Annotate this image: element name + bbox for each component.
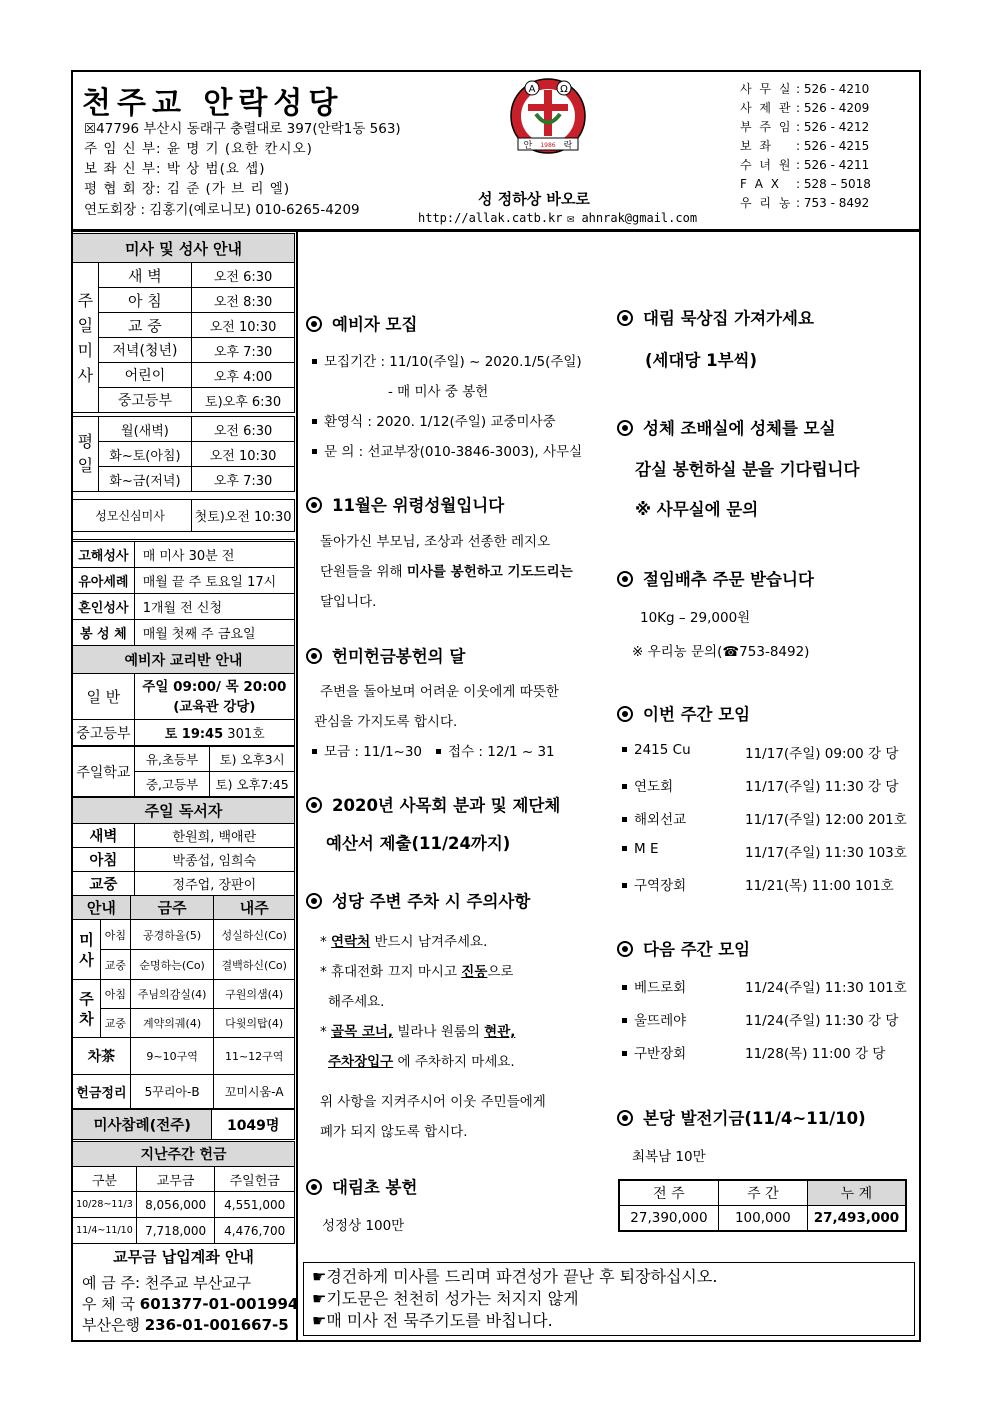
meeting-item: 구역장회 bbox=[622, 874, 686, 894]
heart-mass-time: 첫토)오전 10:30 bbox=[192, 500, 295, 532]
logo-omega: Ω bbox=[560, 84, 568, 95]
duty-mass-label: 미 사 bbox=[73, 920, 101, 980]
sacrament-name: 고해성사 bbox=[73, 542, 135, 568]
rice-line2: 관심을 가지도록 합시다. bbox=[314, 714, 458, 730]
collection-period: 10/28~11/3 bbox=[73, 1192, 137, 1218]
phone-row: 우 리 농 : 753 - 8492 bbox=[740, 196, 870, 210]
logo-year: 1986 bbox=[540, 142, 556, 149]
catechumen-class-title: 예비자 교리반 안내 bbox=[73, 646, 295, 674]
parking-line2: * 휴대전화 끄지 마시고 진동으로 bbox=[320, 964, 514, 980]
candle-donor: 성정상 100만 bbox=[322, 1218, 405, 1234]
fund-this-week: 100,000 bbox=[718, 1205, 807, 1231]
duty-next-week: 다윗의탑(4) bbox=[214, 1009, 295, 1038]
meeting-time: 11/17(주일) 11:30 강 당 bbox=[745, 779, 899, 795]
reader-mass: 새벽 bbox=[73, 824, 135, 848]
school-time: 토) 오후3시 bbox=[210, 747, 295, 772]
sacrament-name: 혼인성사 bbox=[73, 594, 135, 620]
school-name: 중,고등부 bbox=[134, 772, 209, 797]
collection-sunday: 4,551,000 bbox=[215, 1192, 295, 1218]
collection-header: 구분 bbox=[73, 1167, 137, 1192]
mass-name: 화~토(아침) bbox=[98, 442, 191, 467]
footer-line: ☛기도문은 천천히 성가는 처지지 않게 bbox=[312, 1289, 579, 1308]
header-divider bbox=[71, 229, 921, 232]
sacrament-value: 매월 첫째 주 금요일 bbox=[134, 620, 294, 646]
recruit-inquiry: 문 의 : 선교부장(010-3846-3003), 사무실 bbox=[312, 440, 582, 460]
general-class-schedule: 주일 09:00/ 목 20:00 (교육관 강당) bbox=[134, 674, 294, 720]
mass-time: 토)오후 6:30 bbox=[192, 388, 295, 413]
mass-name: 저녁(청년) bbox=[98, 338, 191, 363]
attendance-value: 1049명 bbox=[212, 1110, 295, 1140]
tea-next-week: 11~12구역 bbox=[214, 1038, 295, 1075]
november-line2: 단원들을 위해 미사를 봉헌하고 기도드리는 bbox=[320, 564, 573, 580]
phone-row: 부 주 임 : 526 - 4212 bbox=[740, 120, 870, 134]
duty-time: 아침 bbox=[100, 920, 130, 950]
collection-header: 교무금 bbox=[136, 1167, 215, 1192]
council-president: 평 협 회 장: 김 준 (가 브 리 엘) bbox=[84, 181, 291, 197]
weekday-mass-label: 평 일 bbox=[73, 417, 99, 492]
meeting-time: 11/17(주일) 11:30 103호 bbox=[745, 845, 907, 861]
duty-this-week: 주님의감실(4) bbox=[130, 980, 214, 1009]
meeting-time: 11/24(주일) 11:30 101호 bbox=[745, 980, 907, 996]
advent-booklet-title-line2: (세대당 1부씩) bbox=[645, 351, 758, 370]
fund-table bbox=[618, 1179, 907, 1232]
rice-schedule: 모금 : 11/1~30 접수 : 12/1 ~ 31 bbox=[312, 740, 555, 760]
meeting-item: 2415 Cu bbox=[622, 742, 691, 758]
school-name: 유,초등부 bbox=[134, 747, 209, 772]
mass-name: 화~금(저녁) bbox=[98, 467, 191, 492]
target-bullet-icon bbox=[617, 571, 633, 587]
mass-time: 오전 10:30 bbox=[192, 442, 295, 467]
fund-title: 본당 발전기금(11/4~11/10) bbox=[617, 1105, 866, 1129]
parking-line3: 해주세요. bbox=[328, 994, 385, 1010]
mass-name: 월(새벽) bbox=[98, 417, 191, 442]
parking-line5: 주차장입구 에 주차하지 마세요. bbox=[328, 1054, 515, 1070]
offering-sort-this-week: 5꾸리아-B bbox=[130, 1075, 214, 1109]
account-row: 부산은행 236-01-001667-5 bbox=[82, 1316, 289, 1334]
collection-dues: 8,056,000 bbox=[136, 1192, 215, 1218]
target-bullet-icon bbox=[306, 893, 322, 909]
sacrament-name: 봉 성 체 bbox=[73, 620, 135, 646]
meeting-item: 울뜨레야 bbox=[622, 1009, 686, 1029]
reader-names: 한원희, 백애란 bbox=[134, 824, 294, 848]
youth-class-schedule: 토 19:45 301호 bbox=[134, 720, 294, 746]
advent-booklet-title: 대림 묵상집 가져가세요 bbox=[617, 305, 814, 329]
parking-line7: 폐가 되지 않도록 합시다. bbox=[320, 1124, 468, 1140]
meeting-time: 11/17(주일) 09:00 강 당 bbox=[745, 746, 899, 762]
phone-row: 수 녀 원 : 526 - 4211 bbox=[740, 158, 870, 172]
meeting-item: 연도회 bbox=[622, 775, 673, 795]
sacrament-name: 유아세례 bbox=[73, 568, 135, 594]
column-divider bbox=[296, 231, 298, 1342]
mass-time: 오전 6:30 bbox=[192, 417, 295, 442]
recruit-note: - 매 미사 중 봉헌 bbox=[388, 384, 489, 400]
phone-row: F A X : 528 – 5018 bbox=[740, 177, 871, 191]
page-title: 천주교 안락성당 bbox=[82, 86, 344, 121]
readers-title: 주일 독서자 bbox=[73, 798, 295, 824]
duty-this-week: 공경하올(5) bbox=[130, 920, 214, 950]
meeting-item: 구반장회 bbox=[622, 1042, 686, 1062]
mass-time: 오전 8:30 bbox=[192, 288, 295, 313]
parking-line6: 위 사항을 지켜주시어 이웃 주민들에게 bbox=[320, 1094, 546, 1110]
duty-this-week: 계약의궤(4) bbox=[130, 1009, 214, 1038]
target-bullet-icon bbox=[617, 1110, 633, 1126]
mass-time: 오후 7:30 bbox=[192, 338, 295, 363]
collection-header: 주일헌금 bbox=[215, 1167, 295, 1192]
attendance-label: 미사참례(전주) bbox=[73, 1110, 212, 1140]
budget-title-line2: 예산서 제출(11/24까지) bbox=[326, 834, 511, 853]
phone-list bbox=[740, 80, 871, 213]
candle-title: 대림초 봉헌 bbox=[306, 1174, 417, 1198]
reader-mass: 아침 bbox=[73, 848, 135, 872]
school-time: 토) 오후7:45 bbox=[210, 772, 295, 797]
meeting-item: M E bbox=[622, 841, 658, 857]
mass-name: 중고등부 bbox=[98, 388, 191, 413]
sacrament-value: 매 미사 30분 전 bbox=[134, 542, 294, 568]
account-row: 예 금 주: 천주교 부산교구 bbox=[82, 1274, 252, 1292]
youth-class-label: 중고등부 bbox=[73, 720, 135, 746]
sunday-mass-label: 주 일 미 사 bbox=[73, 263, 99, 413]
reader-mass: 교중 bbox=[73, 872, 135, 896]
mass-schedule-title: 미사 및 성사 안내 bbox=[73, 234, 295, 263]
duty-this-week: 순명하는(Co) bbox=[130, 950, 214, 980]
duty-time: 아침 bbox=[100, 980, 130, 1009]
account-list bbox=[82, 1273, 298, 1336]
heart-mass-label: 성모신심미사 bbox=[73, 500, 192, 532]
footer-line: ☛매 미사 전 묵주기도를 바칩니다. bbox=[312, 1311, 553, 1330]
mass-name: 아 침 bbox=[98, 288, 191, 313]
next-week-meetings-title: 다음 주간 모임 bbox=[617, 936, 750, 960]
offering-sort-label: 헌금정리 bbox=[73, 1075, 131, 1109]
sacraments-table bbox=[72, 541, 295, 746]
reader-names: 박종섭, 임희숙 bbox=[134, 848, 294, 872]
assistant-pastor: 보 좌 신 부: 박 상 범(요 셉) bbox=[84, 161, 266, 177]
general-class-label: 일 반 bbox=[73, 674, 135, 720]
sacrament-value: 매월 끝 주 토요일 17시 bbox=[134, 568, 294, 594]
cabbage-price: 10Kg – 29,000원 bbox=[640, 610, 751, 626]
meeting-time: 11/21(목) 11:00 101호 bbox=[745, 878, 894, 894]
duty-header: 금주 bbox=[130, 896, 214, 920]
logo-alpha: A bbox=[528, 84, 536, 95]
tea-label: 차茶 bbox=[73, 1038, 131, 1075]
mass-time: 오전 6:30 bbox=[192, 263, 295, 288]
target-bullet-icon bbox=[306, 648, 322, 664]
target-bullet-icon bbox=[306, 497, 322, 513]
fund-header: 누 계 bbox=[807, 1180, 906, 1205]
mass-time: 오후 4:00 bbox=[192, 363, 295, 388]
mass-time: 오후 7:30 bbox=[192, 467, 295, 492]
website-link[interactable]: http://allak.catb.kr bbox=[418, 211, 563, 225]
mass-name: 교 중 bbox=[98, 313, 191, 338]
rice-line1: 주변을 돌아보며 어려운 이웃에게 따뜻한 bbox=[320, 684, 559, 700]
mass-time: 오전 10:30 bbox=[192, 313, 295, 338]
collection-table bbox=[72, 1141, 295, 1244]
address: ☒47796 부산시 동래구 충렬대로 397(안락1동 563) bbox=[84, 121, 401, 137]
sacrament-value: 1개월 전 신청 bbox=[134, 594, 294, 620]
account-title: 교무금 납입계좌 안내 bbox=[113, 1248, 254, 1266]
november-line3: 달입니다. bbox=[320, 594, 377, 610]
cabbage-inquiry: ※ 우리농 문의(☎753-8492) bbox=[632, 644, 810, 660]
tabernacle-title: 성체 조배실에 성체를 모실 bbox=[617, 415, 836, 439]
rice-offering-title: 헌미헌금봉헌의 달 bbox=[306, 643, 465, 667]
fund-header: 주 간 bbox=[718, 1180, 807, 1205]
account-row: 우 체 국 601377-01-001994 bbox=[82, 1295, 299, 1313]
target-bullet-icon bbox=[306, 1179, 322, 1195]
cabbage-title: 절임배추 주문 받습니다 bbox=[617, 566, 814, 590]
duty-parking-label: 주 차 bbox=[73, 980, 101, 1038]
logo-rak: 락 bbox=[563, 141, 573, 151]
target-bullet-icon bbox=[617, 420, 633, 436]
target-bullet-icon bbox=[306, 797, 322, 813]
tabernacle-title-line2: 감실 봉헌하실 분을 기다립니다 bbox=[635, 460, 860, 479]
target-bullet-icon bbox=[617, 310, 633, 326]
duty-time: 교중 bbox=[100, 950, 130, 980]
duty-header: 내주 bbox=[214, 896, 295, 920]
duty-next-week: 구원의샘(4) bbox=[214, 980, 295, 1009]
phone-row: 사 무 실 : 526 - 4210 bbox=[740, 82, 870, 96]
logo-an: 안 bbox=[523, 141, 533, 151]
footer-line: ☛경건하게 미사를 드리며 파견성가 끝난 후 퇴장하십시오. bbox=[312, 1267, 718, 1286]
parish-logo bbox=[508, 76, 588, 156]
welcome-ceremony: 환영식 : 2020. 1/12(주일) 교중미사중 bbox=[312, 410, 556, 430]
mass-schedule-table bbox=[72, 233, 295, 540]
duty-table bbox=[72, 895, 295, 1109]
collection-dues: 7,718,000 bbox=[136, 1218, 215, 1244]
parking-line4: * 골목 코너, 빌라나 원룸의 현관, bbox=[320, 1024, 516, 1040]
parking-line1: * 연락처 반드시 남겨주세요. bbox=[320, 934, 488, 950]
attendance-table bbox=[72, 1109, 295, 1140]
yeondo-president: 연도회장 : 김홍기(예로니모) 010-6265-4209 bbox=[84, 202, 360, 218]
mass-name: 새 벽 bbox=[98, 263, 191, 288]
mass-name: 어린이 bbox=[98, 363, 191, 388]
phone-row: 사 제 관 : 526 - 4209 bbox=[740, 101, 870, 115]
tea-this-week: 9~10구역 bbox=[130, 1038, 214, 1075]
target-bullet-icon bbox=[617, 941, 633, 957]
meeting-item: 해외선교 bbox=[622, 808, 686, 828]
duty-next-week: 성실하신(Co) bbox=[214, 920, 295, 950]
fund-header: 전 주 bbox=[619, 1180, 718, 1205]
meeting-item: 베드로회 bbox=[622, 976, 686, 996]
recruit-period: 모집기간 : 11/10(주일) ~ 2020.1/5(주일) bbox=[312, 350, 582, 370]
readers-table bbox=[72, 797, 295, 896]
patron-saint: 성 정하상 바오로 bbox=[478, 190, 590, 208]
phone-row: 보 좌 : 526 - 4215 bbox=[740, 139, 870, 153]
duty-time: 교중 bbox=[100, 1009, 130, 1038]
sunday-school-label: 주일학교 bbox=[73, 747, 135, 797]
november-title: 11월은 위령성월입니다 bbox=[306, 492, 504, 516]
target-bullet-icon bbox=[306, 316, 322, 332]
duty-header: 안내 bbox=[73, 896, 131, 920]
parking-title: 성당 주변 주차 시 주의사항 bbox=[306, 888, 530, 912]
target-bullet-icon bbox=[617, 706, 633, 722]
meeting-time: 11/17(주일) 12:00 201호 bbox=[745, 812, 907, 828]
november-line1: 돌아가신 부모님, 조상과 선종한 레지오 bbox=[320, 534, 551, 550]
fund-total: 27,493,000 bbox=[807, 1205, 906, 1231]
fund-last-week: 27,390,000 bbox=[619, 1205, 718, 1231]
this-week-meetings-title: 이번 주간 모임 bbox=[617, 701, 750, 725]
sunday-school-table bbox=[72, 746, 295, 797]
meeting-time: 11/24(주일) 11:30 강 당 bbox=[745, 1013, 899, 1029]
reader-names: 정주업, 장판이 bbox=[134, 872, 294, 896]
collection-title: 지난주간 헌금 bbox=[73, 1142, 295, 1167]
collection-period: 11/4~11/10 bbox=[73, 1218, 137, 1244]
fund-donor: 최복남 10만 bbox=[632, 1149, 706, 1165]
catechumen-recruit-title: 예비자 모집 bbox=[306, 311, 417, 335]
pastor: 주 임 신 부: 윤 명 기 (요한 칸시오) bbox=[84, 141, 313, 157]
meeting-time: 11/28(목) 11:00 강 당 bbox=[745, 1046, 886, 1062]
duty-next-week: 결백하신(Co) bbox=[214, 950, 295, 980]
footer-notice-lines bbox=[312, 1266, 717, 1332]
tabernacle-title-line3: ※ 사무실에 문의 bbox=[635, 500, 759, 519]
offering-sort-next-week: 꼬미시움-A bbox=[214, 1075, 295, 1109]
email-link[interactable]: ✉ ahnrak@gmail.com bbox=[567, 211, 698, 225]
budget-title: 2020년 사목회 분과 및 제단체 bbox=[306, 792, 560, 816]
collection-sunday: 4,476,700 bbox=[215, 1218, 295, 1244]
